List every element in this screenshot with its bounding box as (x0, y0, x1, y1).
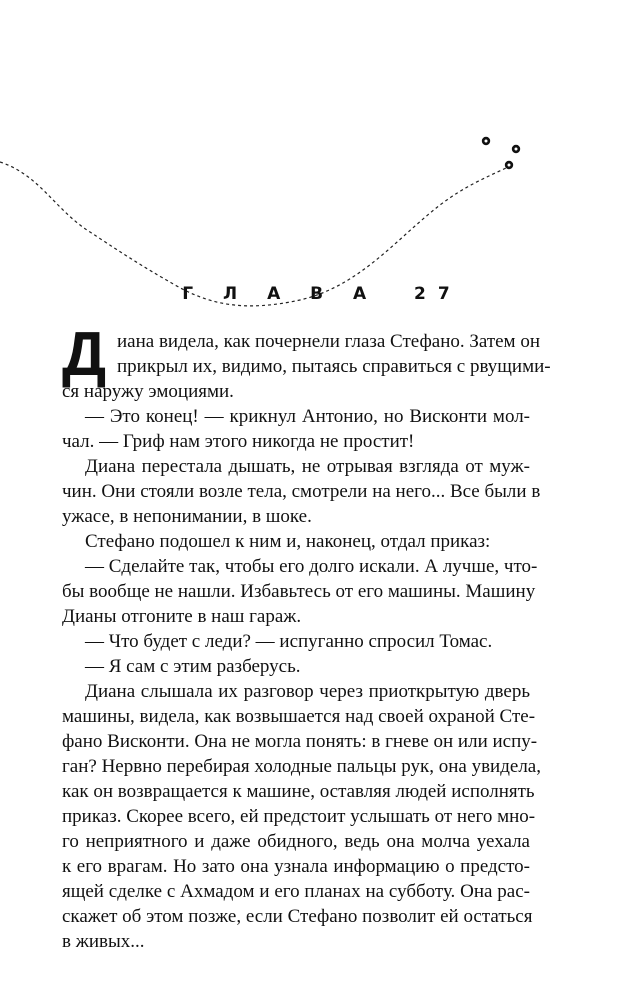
text-line: в живых... (62, 931, 145, 952)
text-line: чал. — Гриф нам этого никогда не простит! (62, 431, 415, 452)
text-line: — Это конец! — крикнул Антонио, но Висконти мол- (85, 406, 530, 427)
flower-icon (482, 137, 490, 145)
text-line: фано Висконти. Она не могла понять: в гневе он или испу- (62, 731, 538, 752)
decorative-dashed-path (0, 0, 644, 320)
text-line: го неприятного и даже обидного, ведь она молча уехала (62, 831, 530, 852)
text-line: ужасе, в непонимании, в шоке. (62, 506, 312, 527)
text-line: — Я сам с этим разберусь. (85, 656, 301, 677)
text-line: ся наружу эмоциями. (62, 381, 234, 402)
text-line: к его врагам. Но зато она узнала информацию о предсто- (62, 856, 530, 877)
text-line: Диана слышала их разговор через приоткрытую дверь (85, 681, 530, 702)
chapter-heading: Г Л А В А 27 (182, 284, 462, 304)
flower-icon (512, 145, 520, 153)
text-line: бы вообще не нашли. Избавьтесь от его машины. Машину (62, 581, 536, 602)
text-line: иана видела, как почернели глаза Стефано. Затем он (117, 331, 541, 352)
text-line: как он возвращается к машине, оставляя людей исполнять (62, 781, 535, 802)
text-line: ящей сделке с Ахмадом и его планах на субботу. Она рас- (62, 881, 530, 902)
chapter-body (62, 320, 551, 954)
text-line: прикрыл их, видимо, пытаясь справиться с рвущими- (117, 356, 551, 377)
text-line: приказ. Скорее всего, ей предстоит услышать от него мно- (62, 806, 536, 827)
text-line: чин. Они стояли возле тела, смотрели на него... Все были в (62, 481, 541, 502)
text-line: Стефано подошел к ним и, наконец, отдал приказ: (85, 531, 491, 552)
text-line: ган? Нервно перебирая холодные пальцы рук, она увидела, (62, 756, 541, 777)
text-line: — Что будет с леди? — испуганно спросил Томас. (85, 631, 493, 652)
text-line: — Сделайте так, чтобы его долго искали. А лучше, что- (85, 556, 538, 577)
drop-cap: Д (62, 320, 107, 389)
text-line: машины, видела, как возвышается над своей охраной Сте- (62, 706, 536, 727)
text-line: Дианы отгоните в наш гараж. (62, 606, 302, 627)
text-line: скажет об этом позже, если Стефано позволит ей остаться (62, 906, 533, 927)
flower-icon (505, 161, 513, 169)
text-line: Диана перестала дышать, не отрывая взгляда от муж- (85, 456, 530, 477)
